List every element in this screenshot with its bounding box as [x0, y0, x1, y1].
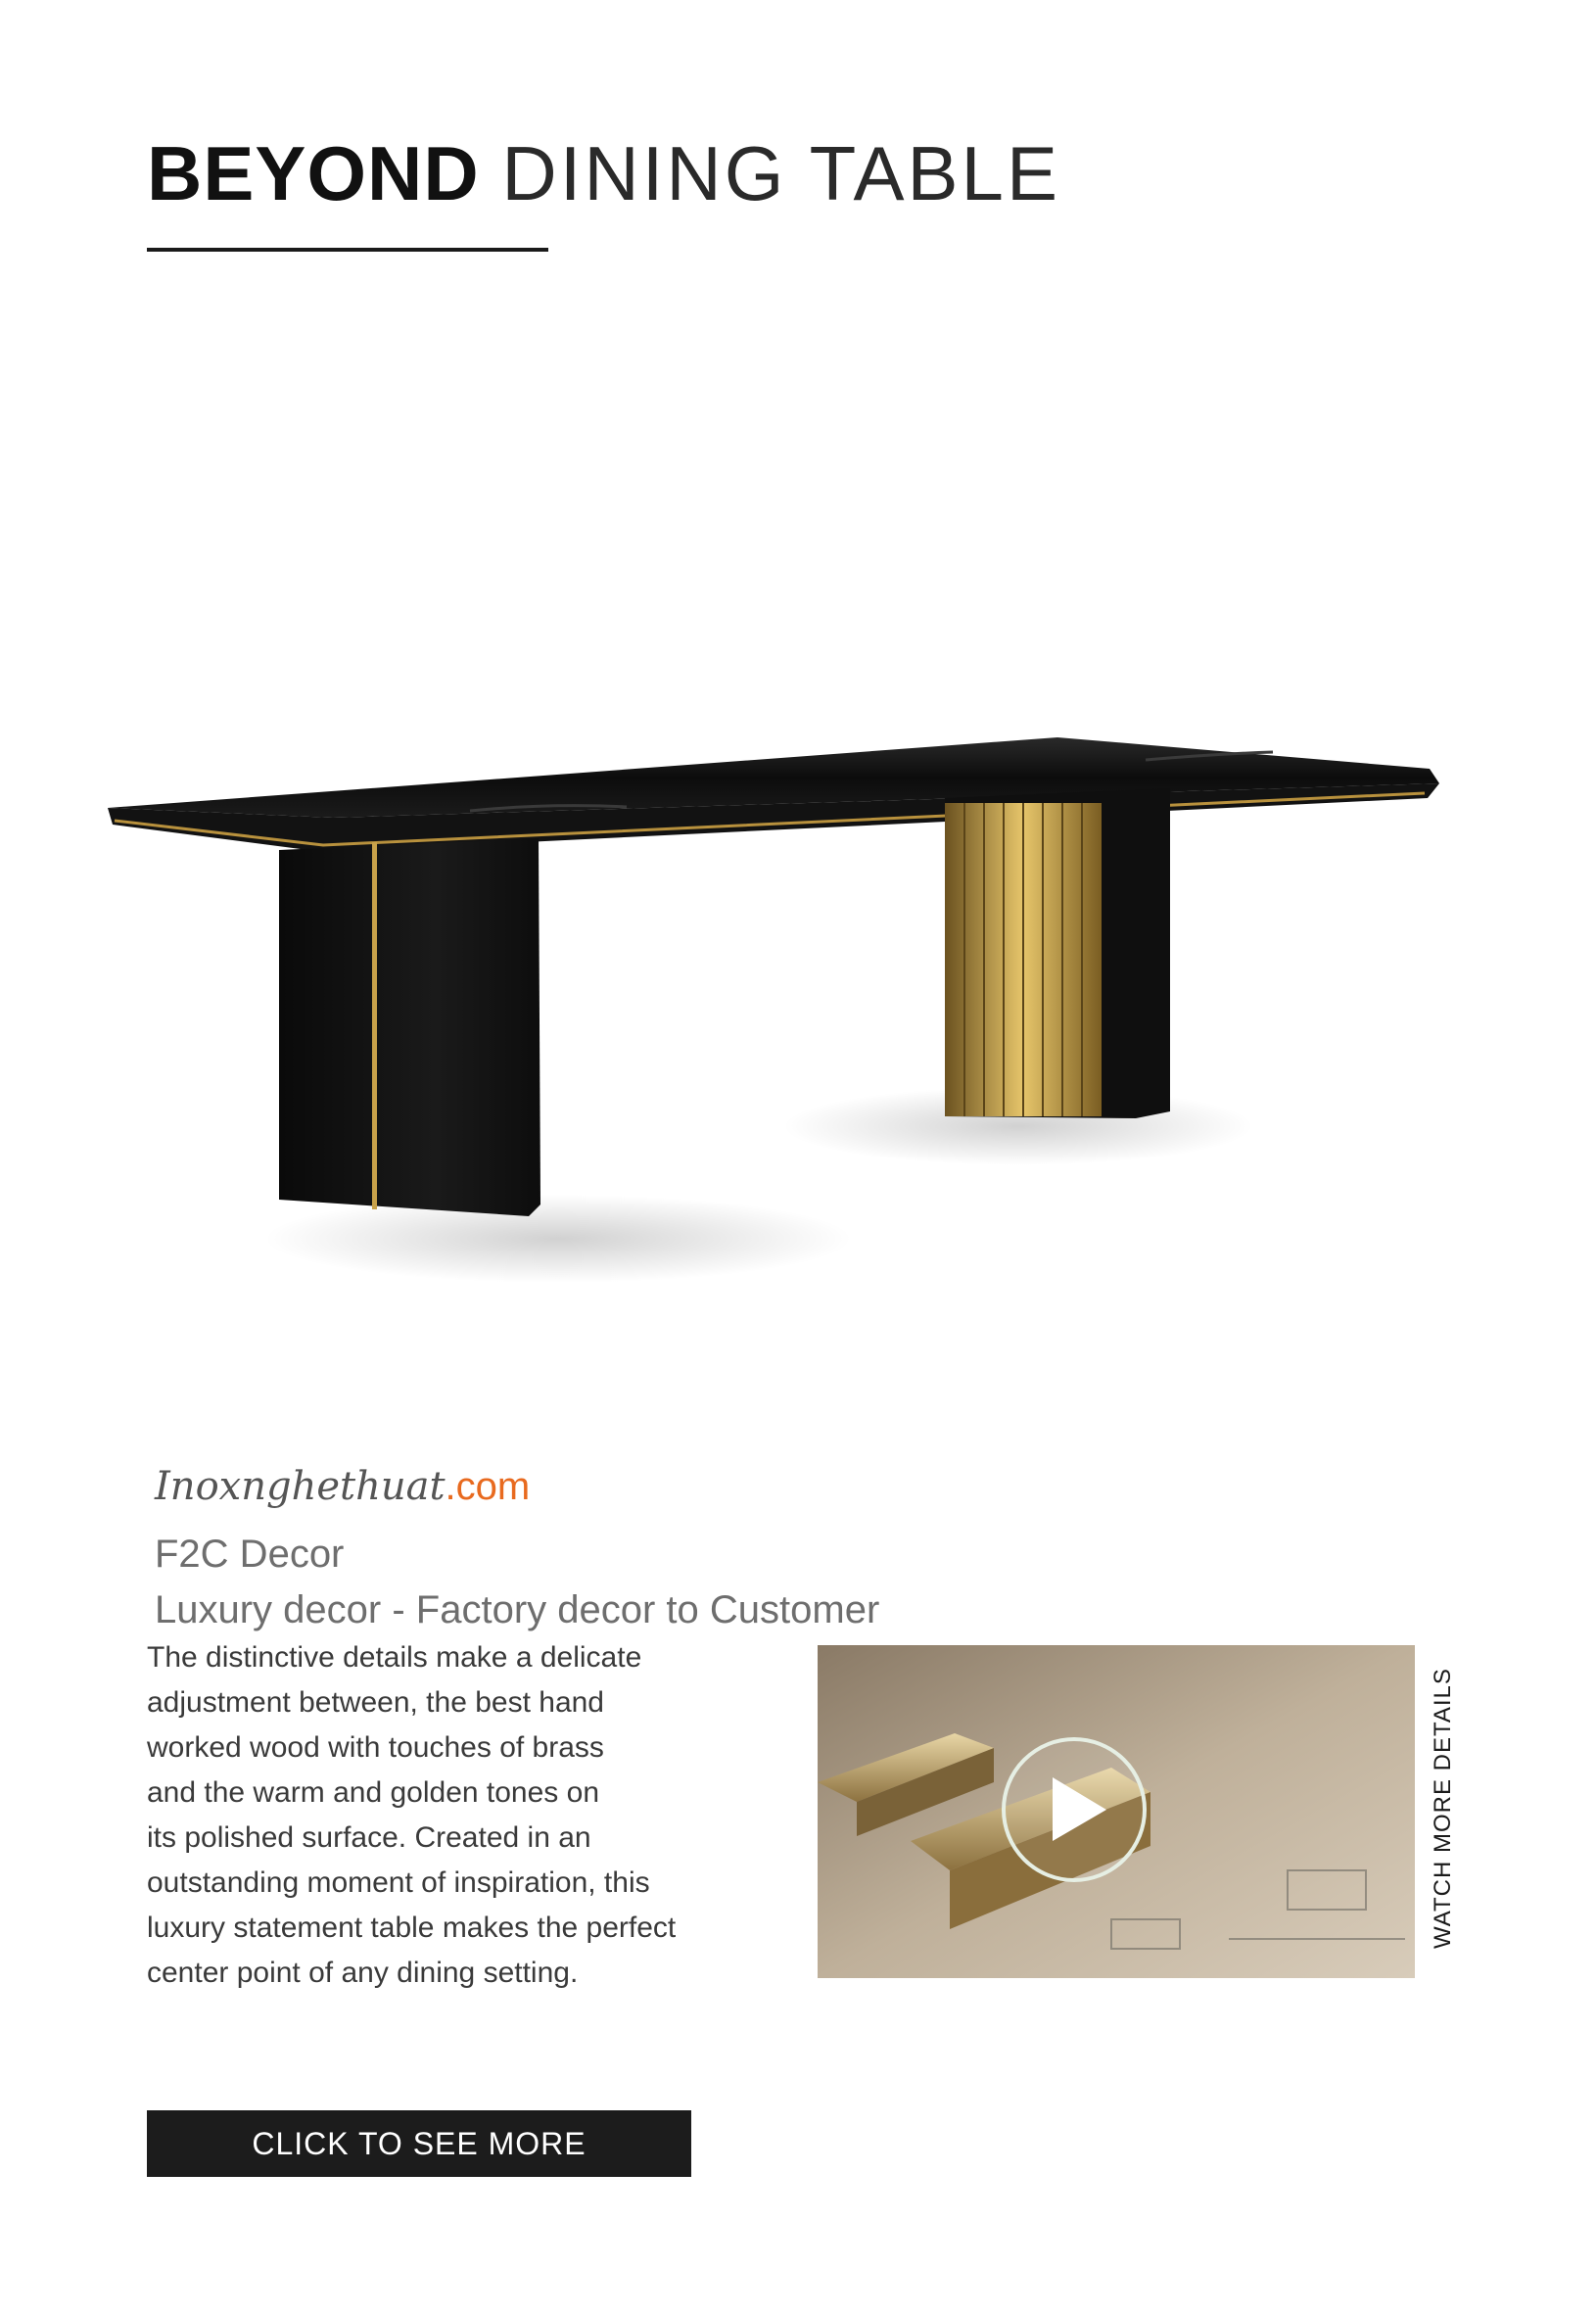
description-line: outstanding moment of inspiration, this — [147, 1866, 650, 1899]
page-title — [147, 130, 1060, 216]
site-watermark — [155, 1464, 530, 1509]
video-frame — [818, 1645, 1415, 1978]
product-description — [147, 1635, 754, 1996]
description-line: center point of any dining setting. — [147, 1957, 579, 1989]
description-line: adjustment between, the best hand — [147, 1686, 604, 1719]
description-line: luxury statement table makes the perfect — [147, 1912, 677, 1944]
description-line: and the warm and golden tones on — [147, 1776, 599, 1809]
title-bold: BEYOND — [147, 130, 480, 216]
see-more-button[interactable]: CLICK TO SEE MORE — [147, 2110, 691, 2177]
watch-more-details-link[interactable]: WATCH MORE DETAILS — [1430, 1668, 1456, 1949]
description-line: worked wood with touches of brass — [147, 1731, 604, 1764]
watermark-tld: .com — [445, 1465, 531, 1508]
title-underline — [147, 248, 548, 252]
video-thumbnail[interactable] — [818, 1645, 1415, 1978]
brand-tagline: Luxury decor - Factory decor to Customer — [155, 1588, 880, 1631]
brand-name: F2C Decor — [155, 1533, 345, 1576]
watermark-script: Inoxnghethuat — [155, 1464, 446, 1509]
description-line: its polished surface. Created in an — [147, 1821, 591, 1854]
description-line: The distinctive details make a delicate — [147, 1641, 642, 1674]
title-light: DINING TABLE — [501, 130, 1060, 216]
product-image — [88, 705, 1459, 1293]
